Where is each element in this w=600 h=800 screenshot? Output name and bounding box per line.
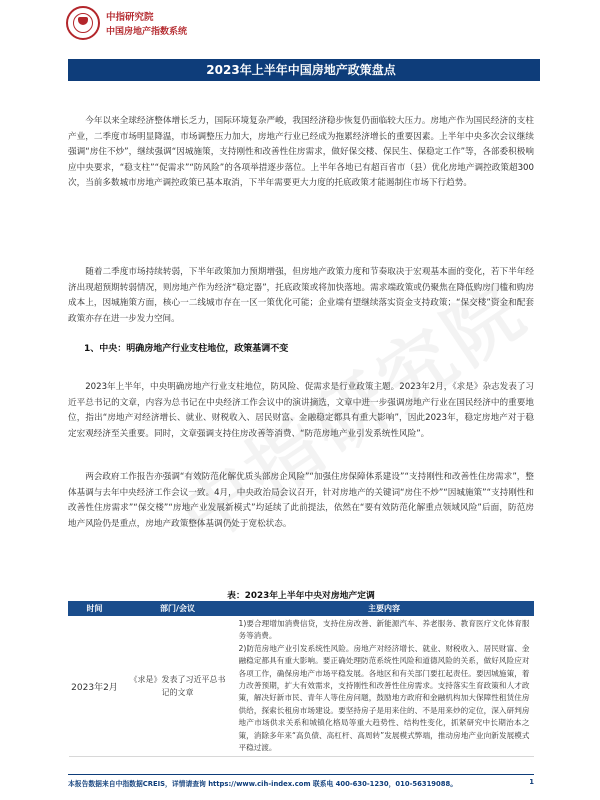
table-caption: 表：2023年上半年中央对房地产定调 bbox=[227, 591, 375, 601]
paragraph-intro: 今年以来全球经济整体增长乏力，国际环境复杂严峻，我国经济稳步恢复仍面临较大压力。房地产作为国民经济的支柱产业，二季度市场明显降温，市场调整压力加大，房地产行业已经成为拖累经济增长的重要因素。上半年中央多次会议继续强调“房住不炒”，继续强调“因城施策，支持刚性和改善性住房需求，做好保交楼、保民生、保稳定工作”等，各部委积极响应中央要求，“稳支柱”“促需求”“防风险”的各项举措逐步落位。上半年各地已有超百省市（县）优化房地产调控政策超300次，当前多数城市房地产调控政策已基本取消，下半年需要更大力度的托底政策才能遏制住市场下行趋势。 bbox=[68, 116, 534, 189]
cell-time: 2023年2月 bbox=[69, 616, 121, 757]
footer-divider bbox=[68, 774, 534, 775]
page-header bbox=[0, 0, 600, 52]
content-item: 1)要合理增加消费信贷，支持住房改善、新能源汽车、养老服务、教育医疗文化体育服务等消费。 bbox=[238, 619, 530, 641]
column-header-content: 主要内容 bbox=[235, 602, 534, 616]
footer-source-note: 本报告数据来自中指数据CREIS，详情请查询 https://www.cih-index.com 联系电 400-630-1230，010-56319088。 bbox=[68, 780, 458, 788]
page-number: 1 bbox=[529, 778, 534, 786]
org-name: 中指研究院 bbox=[106, 12, 154, 23]
paragraph-outlook: 随着二季度市场持续转弱，下半年政策加力预期增强，但房地产政策力度和节奏取决于宏观基本面的变化，若下半年经济出现超预期转弱情况，则房地产作为经济“稳定器”，托底政策或将加快落地。需求端政策或仍聚焦在降低购房门槛和购房成本上，因城施策方面，核心一二线城市存在一区一策优化可能；企业端有望继续落实资金支持政策；“保交楼”资金和配套政策亦存在进一步发力空间。 bbox=[68, 267, 534, 324]
cell-meeting: 《求是》发表了习近平总书记的文章 bbox=[121, 616, 235, 757]
table-row bbox=[69, 616, 534, 757]
institute-logo bbox=[66, 6, 100, 40]
column-header-time: 时间 bbox=[69, 602, 121, 616]
system-name: 中国房地产指数系统 bbox=[106, 27, 188, 37]
content-item: 2)防范房地产业引发系统性风险。房地产对经济增长、就业、财税收入、居民财富、金融稳定都具有重大影响。要正确处理防范系统性风险和道德风险的关系，做好风险应对各项工作，确保房地产市场平稳发展。各地区和有关部门要扛起责任。要因城施策，着力改善预期，扩大有效需求，支持刚性和改善性住房需求。支持落实生育政策和人才政策，解决好新市民、青年人等住房问题，鼓励地方政府和金融机构加大保障性租赁住房供给，探索长租房市场建设。要坚持房子是用来住的、不是用来炒的定位，深入研判房地产市场供求关系和城镇化格局等重大趋势性、结构性变化，抓紧研究中长期治本之策，消除多年来“高负债、高杠杆、高周转”发展模式弊端，推动房地产业向新发展模式平稳过渡。 bbox=[238, 643, 530, 753]
paragraph-two-sessions: 两会政府工作报告亦强调“有效防范化解优质头部房企风险”“加强住房保障体系建设”“支持刚性和改善性住房需求”，整体基调与去年中央经济工作会议一致。4月，中央政治局会议召开，针对房地产的关键词“房住不炒”“因城施策”“支持刚性和改善性住房需求”“保交楼”“房地产业发展新模式”均延续了此前提法，依然在“要有效防范化解重点领域风险”后面，防范房地产风险仍是重点，房地产政策整体基调仍处于宽松状态。 bbox=[68, 472, 535, 529]
page-title: 2023年上半年中国房地产政策盘点 bbox=[206, 63, 396, 77]
page-footer bbox=[68, 778, 534, 788]
cell-content bbox=[235, 616, 534, 757]
policy-table bbox=[68, 601, 534, 757]
paragraph-central-policy: 2023年上半年，中央明确房地产行业支柱地位，防风险、促需求是行业政策主题。2023年2月，《求是》杂志发表了习近平总书记的文章，内容为总书记在中央经济工作会议中的演讲摘选，文章中进一步强调房地产行业在国民经济中的重要地位，指出“房地产对经济增长、就业、财税收入、居民财富、金融稳定都具有重大影响”，因此2023年，稳定房地产对于稳定宏观经济至关重要。同时，文章强调支持住房改善等消费、“防范房地产业引发系统性风险”。 bbox=[68, 382, 535, 439]
column-header-meeting: 部门/会议 bbox=[121, 602, 235, 616]
title-banner bbox=[68, 59, 534, 81]
table-header-row bbox=[69, 602, 534, 616]
section-heading: 1、中央：明确房地产行业支柱地位，政策基调不变 bbox=[84, 344, 289, 354]
